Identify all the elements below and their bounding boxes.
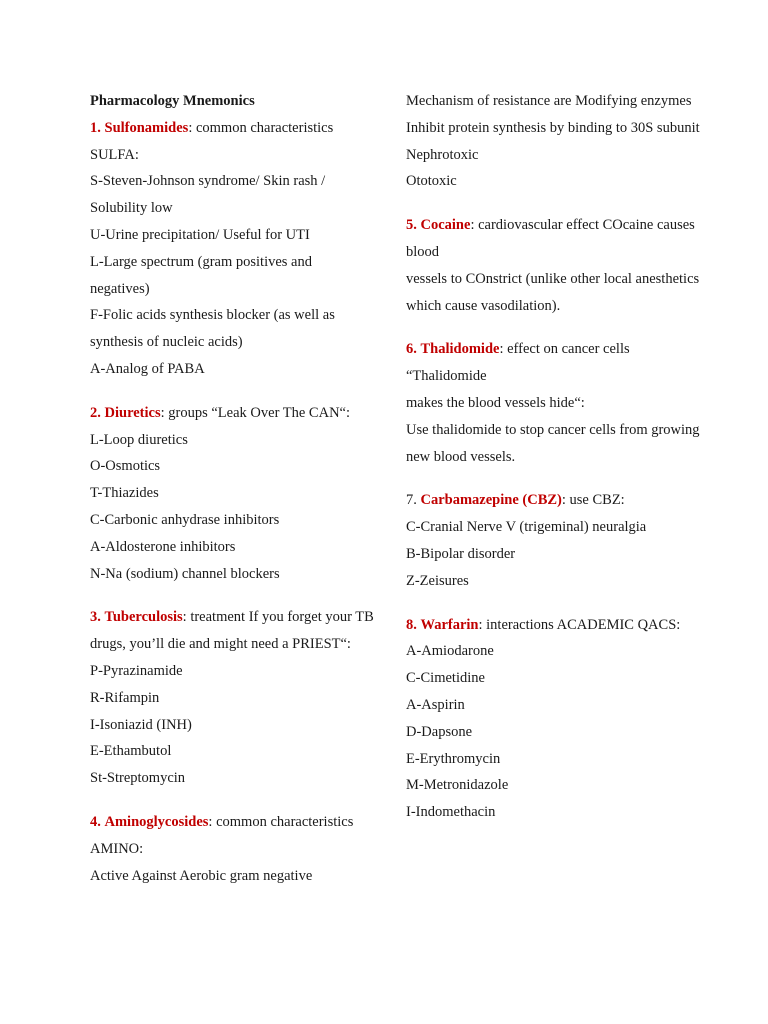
list-item: A-Analog of PABA: [90, 360, 205, 377]
section-intro: : common characteristics: [188, 119, 334, 136]
left-column: [90, 88, 375, 889]
list-item: Active Against Aerobic gram negative: [90, 867, 313, 884]
section-carbamazepine: [406, 487, 706, 594]
section-heading: [406, 336, 706, 390]
spacer: [406, 195, 706, 212]
list-item: St-Streptomycin: [90, 770, 186, 787]
list-item: R-Rifampin: [90, 689, 160, 706]
list-item: vessels to COnstrict (unlike other local anesthetics which cause vasodilation).: [406, 270, 700, 314]
list-item: A-Aldosterone inhibitors: [90, 538, 236, 555]
list-item: T-Thiazides: [90, 485, 159, 502]
section-number: 3.: [90, 609, 101, 626]
spacer: [90, 383, 375, 400]
list-item: C-Carbonic anhydrase inhibitors: [90, 511, 280, 528]
right-column: [406, 88, 706, 826]
section-title: Thalidomide: [420, 341, 500, 358]
list-item: Mechanism of resistance are Modifying enzymes: [406, 93, 692, 109]
list-item: L-Large spectrum (gram positives and negatives): [90, 253, 312, 297]
section-heading: [90, 809, 375, 863]
section-title: Carbamazepine (CBZ): [420, 492, 562, 509]
section-intro: : effect on cancer cells “Thalidomide: [406, 341, 630, 385]
section-heading: [406, 212, 706, 266]
section-aminoglycosides: [90, 809, 375, 889]
list-item: A-Aspirin: [406, 696, 465, 713]
section-sulfonamides: [90, 115, 375, 383]
list-item: Ototoxic: [406, 173, 457, 190]
section-title: Aminoglycosides: [104, 813, 209, 830]
section-cocaine: [406, 212, 706, 319]
list-item: F-Folic acids synthesis blocker (as well as synthesis of nucleic acids): [90, 307, 335, 351]
section-warfarin: [406, 612, 706, 826]
list-item: Nephrotoxic: [406, 146, 479, 163]
section-number: 2.: [90, 404, 101, 421]
list-item: C-Cimetidine: [406, 670, 485, 687]
list-item: E-Erythromycin: [406, 750, 501, 767]
list-item: N-Na (sodium) channel blockers: [90, 565, 280, 582]
list-item: M-Metronidazole: [406, 777, 509, 794]
section-title: Tuberculosis: [104, 609, 183, 626]
section-title: Diuretics: [104, 404, 161, 421]
section-tuberculosis: [90, 604, 375, 792]
list-item: C-Cranial Nerve V (trigeminal) neuralgia: [406, 519, 647, 536]
list-item: D-Dapsone: [406, 723, 473, 740]
section-title: Warfarin: [420, 616, 479, 633]
section-number: 4.: [90, 813, 101, 830]
spacer: [90, 587, 375, 604]
spacer: [406, 319, 706, 336]
list-item: E-Ethambutol: [90, 743, 172, 760]
spacer: [406, 470, 706, 487]
section-title: Cocaine: [420, 217, 471, 234]
list-item: Inhibit protein synthesis by binding to 30S subunit: [406, 119, 700, 136]
list-item: makes the blood vessels hide“:: [406, 394, 585, 411]
list-item: Use thalidomide to stop cancer cells from growing new blood vessels.: [406, 421, 700, 465]
section-number: 5.: [406, 217, 417, 234]
section-aminoglycosides-continued: [406, 88, 706, 195]
section-thalidomide: [406, 336, 706, 470]
list-item: Z-Zeisures: [406, 572, 469, 589]
section-intro: : groups “Leak Over The CAN“:: [160, 404, 351, 421]
section-intro: : cardiovascular effect COcaine causes blood: [406, 217, 695, 260]
section-number: 8.: [406, 616, 417, 633]
section-intro: : interactions ACADEMIC QACS:: [478, 616, 681, 633]
section-intro: : common characteristics AMINO:: [90, 813, 354, 857]
list-item: B-Bipolar disorder: [406, 545, 516, 562]
section-number: 1.: [90, 119, 101, 136]
list-item: A-Amiodarone: [406, 643, 494, 660]
section-intro: : treatment If you forget your TB drugs, you’ll die and might need a PRIEST“:: [90, 609, 374, 653]
section-number: 7.: [406, 492, 417, 509]
spacer: [90, 792, 375, 809]
list-item: U-Urine precipitation/ Useful for UTI: [90, 226, 310, 243]
section-heading: [90, 400, 375, 427]
list-item: P-Pyrazinamide: [90, 662, 183, 679]
section-diuretics: [90, 400, 375, 588]
section-number: 6.: [406, 341, 417, 358]
spacer: [406, 595, 706, 612]
section-title: Sulfonamides: [104, 119, 189, 136]
list-item: O-Osmotics: [90, 458, 161, 475]
section-heading: [406, 612, 706, 639]
list-item: SULFA:: [90, 146, 139, 163]
section-intro: : use CBZ:: [561, 492, 625, 509]
list-item: S-Steven-Johnson syndrome/ Skin rash / Solubility low: [90, 173, 326, 217]
section-heading: [406, 487, 706, 514]
list-item: I-Isoniazid (INH): [90, 716, 192, 733]
document-title: Pharmacology Mnemonics: [90, 93, 255, 109]
list-item: L-Loop diuretics: [90, 431, 188, 448]
list-item: I-Indomethacin: [406, 804, 496, 821]
section-heading: [90, 604, 375, 658]
section-heading: [90, 115, 375, 142]
